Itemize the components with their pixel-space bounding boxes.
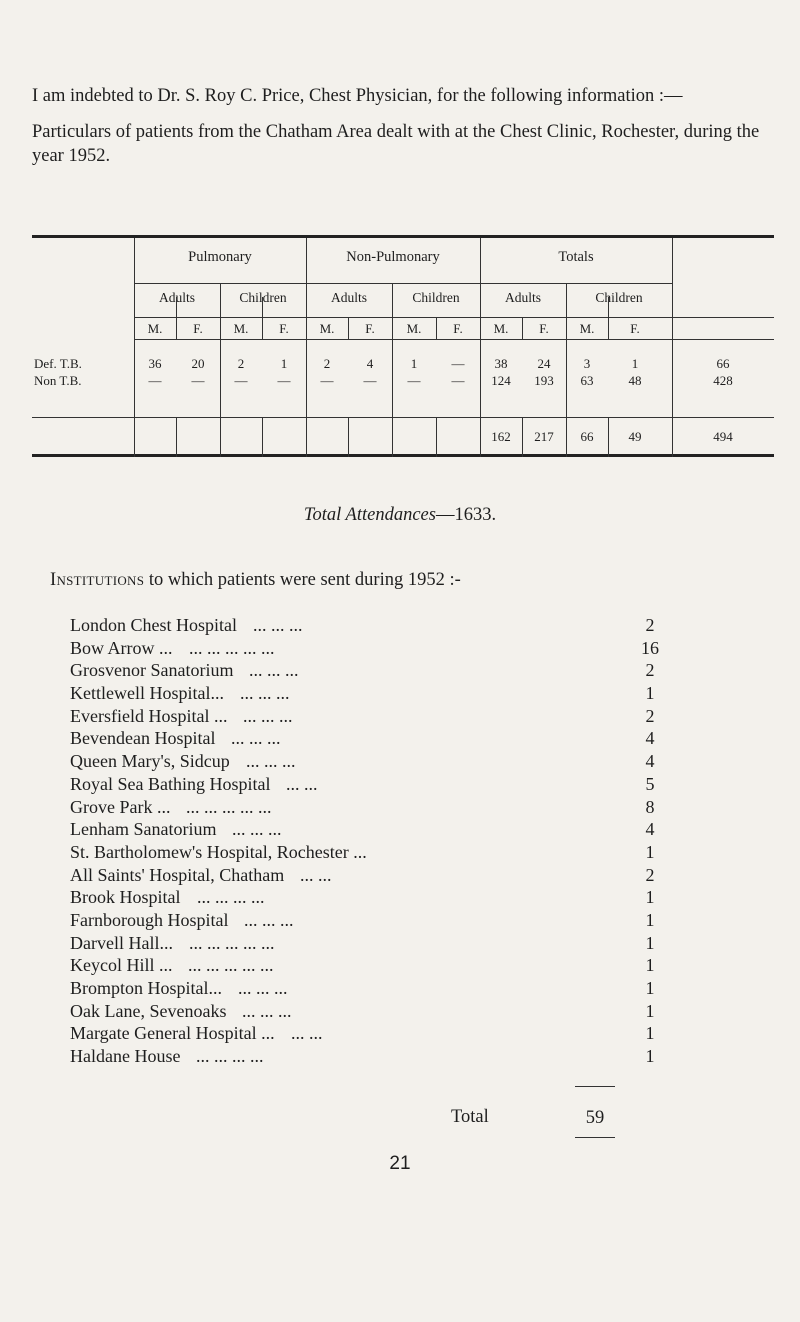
institution-count: 1: [645, 932, 655, 953]
list-item: [70, 977, 670, 1000]
totals-cell: 49: [628, 429, 642, 444]
institutions-heading-rest: to which patients were sent during 1952 :-: [148, 570, 461, 590]
institution-count: 4: [645, 728, 655, 749]
sex-header: M.: [319, 321, 335, 336]
intro-paragraph-1: I am indebted to Dr. S. Roy C. Price, Chest Physician, for the following information :—: [32, 86, 683, 106]
list-item: [70, 637, 670, 660]
institution-name: Brook Hospital: [70, 887, 181, 908]
table-top-rule: [32, 235, 774, 238]
list-item: [70, 886, 670, 909]
institution-count: 1: [645, 1046, 655, 1067]
leader-dots: ... ... ...: [240, 683, 290, 704]
table-cell: —: [234, 373, 248, 388]
table-cell: —: [407, 373, 421, 388]
total-rule-bottom: [575, 1137, 615, 1138]
institution-count: 8: [645, 796, 655, 817]
sex-header: F.: [365, 321, 375, 336]
leader-dots: ... ... ... ... ...: [188, 955, 274, 976]
list-item: [70, 932, 670, 955]
institution-name: Royal Sea Bathing Hospital: [70, 773, 271, 794]
table-cell: 66: [716, 356, 730, 371]
leader-dots: ... ... ... ... ...: [189, 637, 275, 658]
leader-dots: ... ... ...: [249, 660, 299, 681]
subheader-children: Children: [595, 290, 643, 305]
total-rule-top: [575, 1086, 615, 1087]
leader-dots: ... ... ... ... ...: [189, 932, 275, 953]
table-rule: [134, 238, 135, 457]
leader-dots: ... ... ...: [242, 1000, 292, 1021]
institution-count: 1: [645, 887, 655, 908]
list-item: [70, 705, 670, 728]
table-cell: —: [148, 373, 162, 388]
subheader-adults: Adults: [158, 290, 195, 305]
table-cell: 193: [534, 373, 554, 388]
institution-count: 1: [645, 1023, 655, 1044]
institution-count: 1: [645, 978, 655, 998]
group-header-non-pulmonary: Non-Pulmonary: [346, 249, 440, 265]
list-item: [70, 818, 670, 841]
table-rule: [306, 238, 307, 457]
leader-dots: ... ... ...: [238, 978, 288, 998]
list-item: [70, 864, 670, 887]
institutions-list: [70, 614, 670, 1068]
table-rule: [608, 297, 609, 339]
leader-dots: ... ... ...: [246, 751, 296, 772]
total-label: Total: [451, 1107, 489, 1127]
list-item: [70, 682, 670, 705]
institutions-heading: [50, 570, 461, 591]
sex-header: F.: [193, 321, 203, 336]
institution-name: Darvell Hall...: [70, 932, 173, 953]
institution-name: Brompton Hospital...: [70, 978, 222, 998]
sex-header: M.: [406, 321, 422, 336]
table-rule: [522, 417, 523, 457]
leader-dots: ... ... ...: [244, 909, 294, 930]
institution-count: 2: [645, 660, 655, 681]
institution-name: Oak Lane, Sevenoaks: [70, 1000, 227, 1021]
list-item: [70, 750, 670, 773]
list-item: [70, 614, 670, 637]
caption-label: Total Attendances: [303, 505, 436, 525]
list-item: [70, 1000, 670, 1023]
row-label-non-tb: Non T.B.: [34, 373, 82, 388]
list-item: [70, 1045, 670, 1068]
institution-count: 1: [645, 955, 655, 976]
institution-name: Margate General Hospital ...: [70, 1023, 275, 1044]
institution-count: 2: [645, 864, 655, 885]
table-rule: [220, 283, 221, 457]
table-rule: [392, 283, 393, 457]
subheader-children: Children: [412, 290, 460, 305]
list-item: [70, 796, 670, 819]
totals-cell: 66: [580, 429, 594, 444]
institution-count: 4: [645, 819, 655, 840]
table-cell: —: [363, 373, 377, 388]
institution-name: St. Bartholomew's Hospital, Rochester ...: [70, 841, 367, 862]
table-rule: [262, 417, 263, 457]
table-cell: 24: [537, 356, 551, 371]
list-item: [70, 1022, 670, 1045]
table-cell: 20: [191, 356, 205, 371]
institution-count: 1: [645, 1000, 655, 1021]
table-bottom-rule: [32, 454, 774, 457]
table-rule: [134, 283, 672, 284]
table-rule: [672, 238, 673, 457]
leader-dots: ... ...: [300, 864, 332, 885]
institution-name: Keycol Hill ...: [70, 955, 173, 976]
table-cell: 2: [237, 356, 245, 371]
table-cell: 3: [583, 356, 591, 371]
table-rule: [566, 283, 567, 457]
total-attendances-caption: [0, 505, 800, 526]
intro-text: [32, 84, 772, 184]
leader-dots: ... ... ...: [231, 728, 281, 749]
institution-name: Grosvenor Sanatorium: [70, 660, 234, 681]
subheader-adults: Adults: [504, 290, 541, 305]
institution-name: Bow Arrow ...: [70, 637, 173, 658]
row-label-def-tb: Def. T.B.: [34, 356, 82, 371]
table-cell: 38: [494, 356, 508, 371]
table-cell: 428: [713, 373, 733, 388]
table-cell: 124: [491, 373, 511, 388]
list-item: [70, 659, 670, 682]
caption-value: —1633.: [435, 505, 497, 525]
table-rule: [134, 317, 774, 318]
table-cell: —: [451, 373, 465, 388]
sex-header: F.: [453, 321, 463, 336]
institution-name: Lenham Sanatorium: [70, 819, 217, 840]
table-rule: [436, 317, 437, 339]
sex-header: F.: [279, 321, 289, 336]
patients-table: [32, 235, 774, 457]
leader-dots: ... ...: [291, 1023, 323, 1044]
list-item: [70, 841, 670, 864]
sex-header: M.: [233, 321, 249, 336]
table-cell: 1: [631, 356, 639, 371]
total-value: 59: [585, 1108, 605, 1128]
table-rule: [32, 417, 774, 418]
institution-name: All Saints' Hospital, Chatham: [70, 864, 285, 885]
table-rule: [176, 297, 177, 339]
table-cell: 48: [628, 373, 642, 388]
institution-name: Bevendean Hospital: [70, 728, 216, 749]
table-cell: —: [320, 373, 334, 388]
table-cell: —: [451, 356, 465, 371]
institution-name: Kettlewell Hospital...: [70, 683, 224, 704]
leader-dots: ... ... ...: [253, 615, 303, 635]
institution-count: 1: [645, 841, 655, 862]
group-header-pulmonary: Pulmonary: [188, 249, 252, 265]
table-cell: 4: [366, 356, 374, 371]
leader-dots: ... ... ... ...: [196, 1046, 264, 1067]
sex-header: M.: [493, 321, 509, 336]
leader-dots: ... ... ...: [232, 819, 282, 840]
table-rule: [522, 317, 523, 339]
leader-dots: ... ... ... ... ...: [186, 796, 272, 817]
institution-name: Grove Park ...: [70, 796, 171, 817]
table-cell: 36: [148, 356, 162, 371]
institution-name: Farnborough Hospital: [70, 909, 229, 930]
intro-paragraph-2: Particulars of patients from the Chatham Area dealt with at the Chest Clinic, Rochester, during the year 1952.: [32, 122, 760, 166]
page-number: 21: [389, 1153, 411, 1174]
subheader-adults: Adults: [330, 290, 367, 305]
table-rule: [348, 417, 349, 457]
leader-dots: ... ...: [286, 773, 318, 794]
institution-count: 2: [645, 615, 655, 635]
table-rule: [348, 317, 349, 339]
institution-count: 5: [645, 773, 655, 794]
list-item: [70, 727, 670, 750]
group-header-totals: Totals: [558, 249, 594, 265]
table-rule: [436, 417, 437, 457]
table-cell: —: [277, 373, 291, 388]
list-item: [70, 909, 670, 932]
table-rule: [480, 238, 481, 457]
table-rule: [176, 417, 177, 457]
leader-dots: ... ... ...: [243, 705, 293, 726]
institution-name: Haldane House: [70, 1046, 181, 1067]
table-rule: [134, 339, 774, 340]
sex-header: F.: [630, 321, 640, 336]
institution-count: 4: [645, 751, 655, 772]
institution-name: London Chest Hospital: [70, 615, 237, 635]
totals-cell: 217: [534, 429, 554, 444]
totals-cell: 494: [713, 429, 733, 444]
list-item: [70, 954, 670, 977]
institution-count: 1: [645, 909, 655, 930]
table-rule: [262, 297, 263, 339]
sex-header: M.: [147, 321, 163, 336]
table-rule: [608, 417, 609, 457]
sex-header: M.: [579, 321, 595, 336]
table-cell: 63: [580, 373, 594, 388]
sex-header: F.: [539, 321, 549, 336]
table-cell: 1: [280, 356, 288, 371]
institution-count: 1: [645, 683, 655, 704]
institution-count: 16: [641, 637, 659, 658]
table-cell: 2: [323, 356, 331, 371]
table-cell: 1: [410, 356, 418, 371]
institutions-heading-word: Institutions: [50, 570, 145, 590]
leader-dots: ... ... ... ...: [197, 887, 265, 908]
subheader-children: Children: [239, 290, 287, 305]
institution-count: 2: [645, 705, 655, 726]
table-cell: —: [191, 373, 205, 388]
totals-cell: 162: [491, 429, 511, 444]
list-item: [70, 773, 670, 796]
institution-name: Queen Mary's, Sidcup: [70, 751, 230, 772]
institution-name: Eversfield Hospital ...: [70, 705, 228, 726]
